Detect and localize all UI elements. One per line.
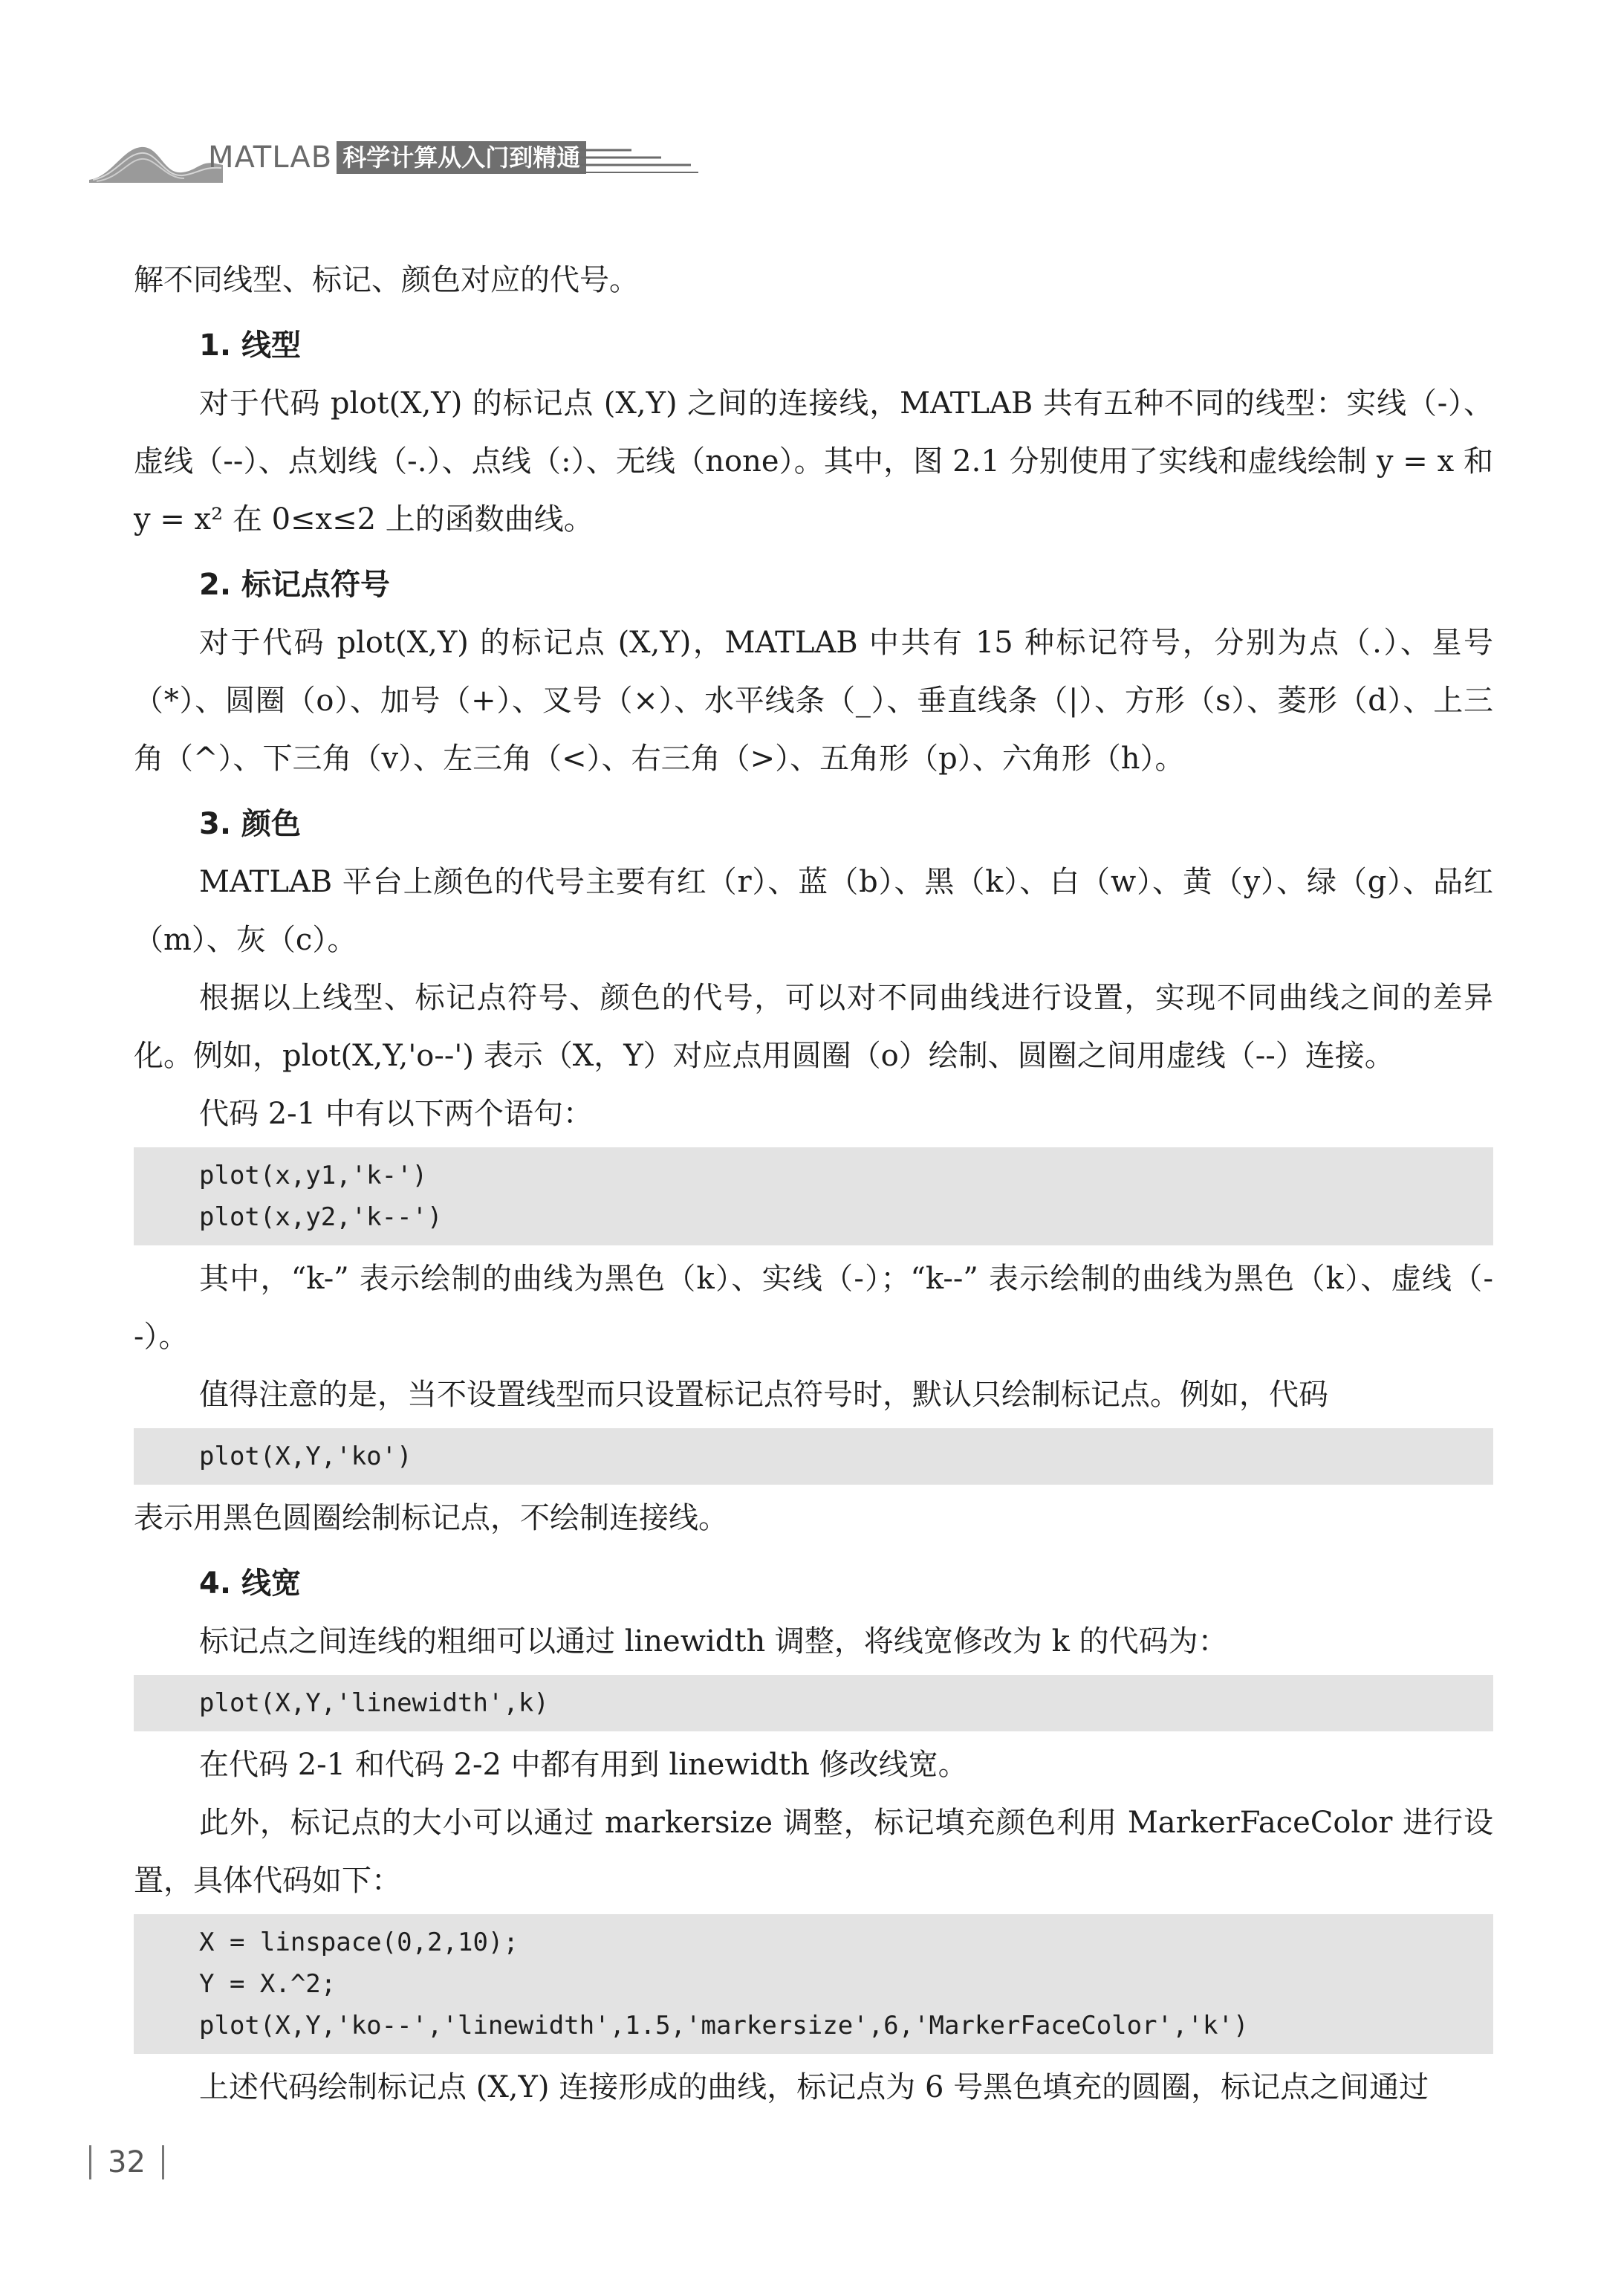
header-title-latin: MATLAB (208, 140, 333, 175)
paragraph: 根据以上线型、标记点符号、颜色的代号，可以对不同曲线进行设置，实现不同曲线之间的差异化。例如，plot(X,Y,'o--') 表示（X，Y）对应点用圆圈（o）绘制、圆圈之间用虚线（--）连接。 (134, 981, 1493, 1073)
code-block (134, 1914, 1493, 2054)
paragraph: 上述代码绘制标记点 (X,Y) 连接形成的曲线，标记点为 6 号黑色填充的圆圈，标记点之间通过 (199, 2070, 1429, 2104)
page-number-divider (89, 2145, 91, 2179)
code-block (134, 1428, 1493, 1485)
code-line: Y = X.^2; (199, 1969, 337, 1999)
paragraph: 表示用黑色圆圈绘制标记点，不绘制连接线。 (134, 1501, 728, 1535)
code-block (134, 1675, 1493, 1731)
paragraph: 此外，标记点的大小可以通过 markersize 调整，标记填充颜色利用 MarkerFaceColor 进行设置，具体代码如下： (134, 1806, 1493, 1898)
paragraph: 代码 2-1 中有以下两个语句： (199, 1097, 593, 1131)
code-block (134, 1147, 1493, 1245)
header-title (208, 140, 586, 175)
page-content (134, 251, 1493, 2116)
header-title-cn: 科学计算从入门到精通 (337, 141, 586, 174)
section-heading-marker-symbol: 2. 标记点符号 (199, 568, 390, 602)
paragraph: 值得注意的是，当不设置线型而只设置标记点符号时，默认只绘制标记点。例如，代码 (199, 1378, 1328, 1412)
paragraph: 在代码 2-1 和代码 2-2 中都有用到 linewidth 修改线宽。 (199, 1748, 968, 1782)
section-heading-line-type: 1. 线型 (199, 328, 301, 363)
code-line: plot(X,Y,'linewidth',k) (199, 1688, 549, 1718)
paragraph: 标记点之间连线的粗细可以通过 linewidth 调整，将线宽修改为 k 的代码为： (199, 1624, 1228, 1659)
page-footer (89, 2144, 164, 2188)
paragraph: 其中，“k-” 表示绘制的曲线为黑色（k）、实线（-）；“k--” 表示绘制的曲线为黑色（k）、虚线（--）。 (134, 1262, 1493, 1354)
header-logo-wave (89, 134, 223, 193)
paragraph: 解不同线型、标记、颜色对应的代号。 (134, 263, 639, 297)
code-line: X = linspace(0,2,10); (199, 1928, 519, 1957)
code-line: plot(X,Y,'ko') (199, 1442, 412, 1471)
paragraph: MATLAB 平台上颜色的代号主要有红（r）、蓝（b）、黑（k）、白（w）、黄（y）、绿（g）、品红（m）、灰（c）。 (134, 865, 1493, 957)
paragraph: 对于代码 plot(X,Y) 的标记点 (X,Y) 之间的连接线，MATLAB 共有五种不同的线型：实线（-）、虚线（--）、点划线（-.）、点线（:）、无线（none）。其中，图 2.1 分别使用了实线和虚线绘制 y = x 和 y = x² 在 0≤x≤2 上的函数曲线。 (134, 386, 1493, 537)
code-line: plot(x,y2,'k--') (199, 1202, 443, 1232)
section-heading-color: 3. 颜色 (199, 807, 301, 841)
header-decoration-lines (579, 134, 698, 193)
running-header (89, 134, 698, 193)
section-heading-line-width: 4. 线宽 (199, 1566, 301, 1601)
page-number-divider (162, 2145, 164, 2179)
code-line: plot(x,y1,'k-') (199, 1161, 428, 1190)
paragraph: 对于代码 plot(X,Y) 的标记点 (X,Y)，MATLAB 中共有 15 种标记符号，分别为点（.）、星号（*）、圆圈（o）、加号（+）、叉号（×）、水平线条（_）、垂直线条（|）、方形（s）、菱形（d）、上三角（^）、下三角（v）、左三角（<）、右三角（>）、五角形（p）、六角形（h）。 (134, 626, 1493, 776)
page-number: 32 (108, 2145, 146, 2179)
code-line: plot(X,Y,'ko--','linewidth',1.5,'markersize',6,'MarkerFaceColor','k') (199, 2011, 1249, 2040)
